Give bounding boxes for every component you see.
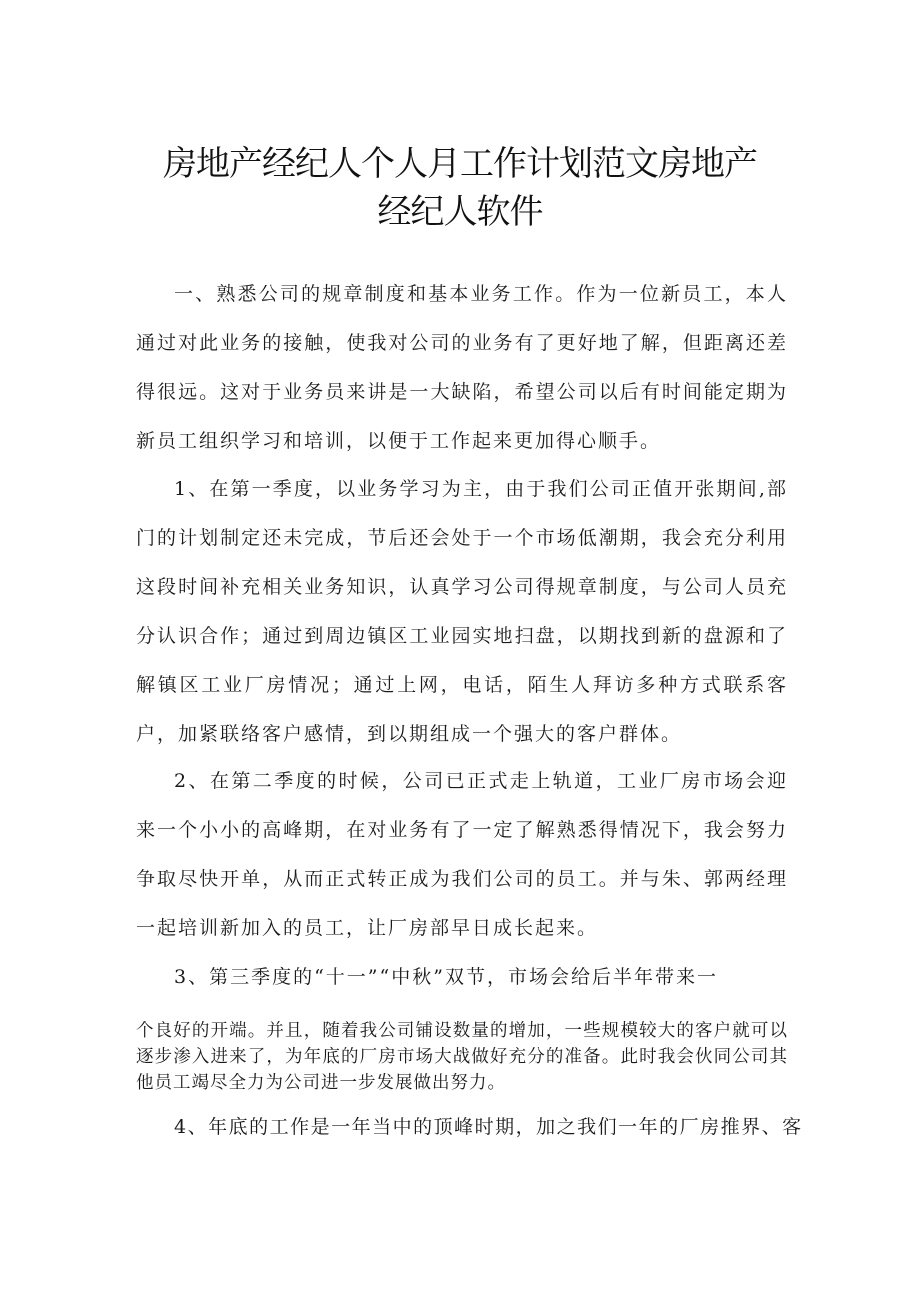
title-line-2: 经纪人软件 — [377, 192, 543, 232]
document-title — [0, 140, 920, 236]
paragraph-2: 1、在第一季度，以业务学习为主，由于我们公司正值开张期间,部门的计划制定还未完成，节后还会处于一个市场低潮期，我会充分利用这段时间补充相关业务知识，认真学习公司得规章制度，与公司人员充分认识合作；通过到周边镇区工业园实地扫盘，以期找到新的盘源和了解镇区工业厂房情况；通过上网，电话，陌生人拜访多种方式联系客户，加紧联络客户感情，到以期组成一个强大的客户群体。 — [136, 478, 788, 745]
document-body-4 — [136, 953, 788, 1002]
document-body-6 — [136, 1103, 803, 1152]
document-body-5 — [136, 1018, 788, 1096]
document-body-2 — [136, 465, 788, 759]
title-line-1: 房地产经纪人个人月工作计划范文房地产 — [163, 144, 757, 184]
paragraph-5: 个良好的开端。并且，随着我公司铺设数量的增加，一些规模较大的客户就可以逐步渗入进来了，为年底的厂房市场大战做好充分的准备。此时我会伙同公司其他员工竭尽全力为公司进一步发展做出努力。 — [136, 1021, 788, 1093]
paragraph-3: 2、在第二季度的时候，公司已正式走上轨道，工业厂房市场会迎来一个小小的高峰期，在对业务有了一定了解熟悉得情况下，我会努力争取尽快开单，从而正式转正成为我们公司的员工。并与朱、郭两经理一起培训新加入的员工，让厂房部早日成长起来。 — [136, 770, 788, 939]
paragraph-4: 3、第三季度的“十一”“中秋”双节，市场会给后半年带来一 — [174, 966, 718, 988]
document-body-3 — [136, 757, 788, 953]
paragraph-1: 一、熟悉公司的规章制度和基本业务工作。作为一位新员工，本人通过对此业务的接触，使我对公司的业务有了更好地了解，但距离还差得很远。这对于业务员来讲是一大缺陷，希望公司以后有时间能定期为新员工组织学习和培训，以便于工作起来更加得心顺手。 — [136, 283, 788, 452]
paragraph-6: 4、年底的工作是一年当中的顶峰时期，加之我们一年的厂房推界、客 — [174, 1116, 803, 1138]
document-body — [136, 270, 788, 466]
